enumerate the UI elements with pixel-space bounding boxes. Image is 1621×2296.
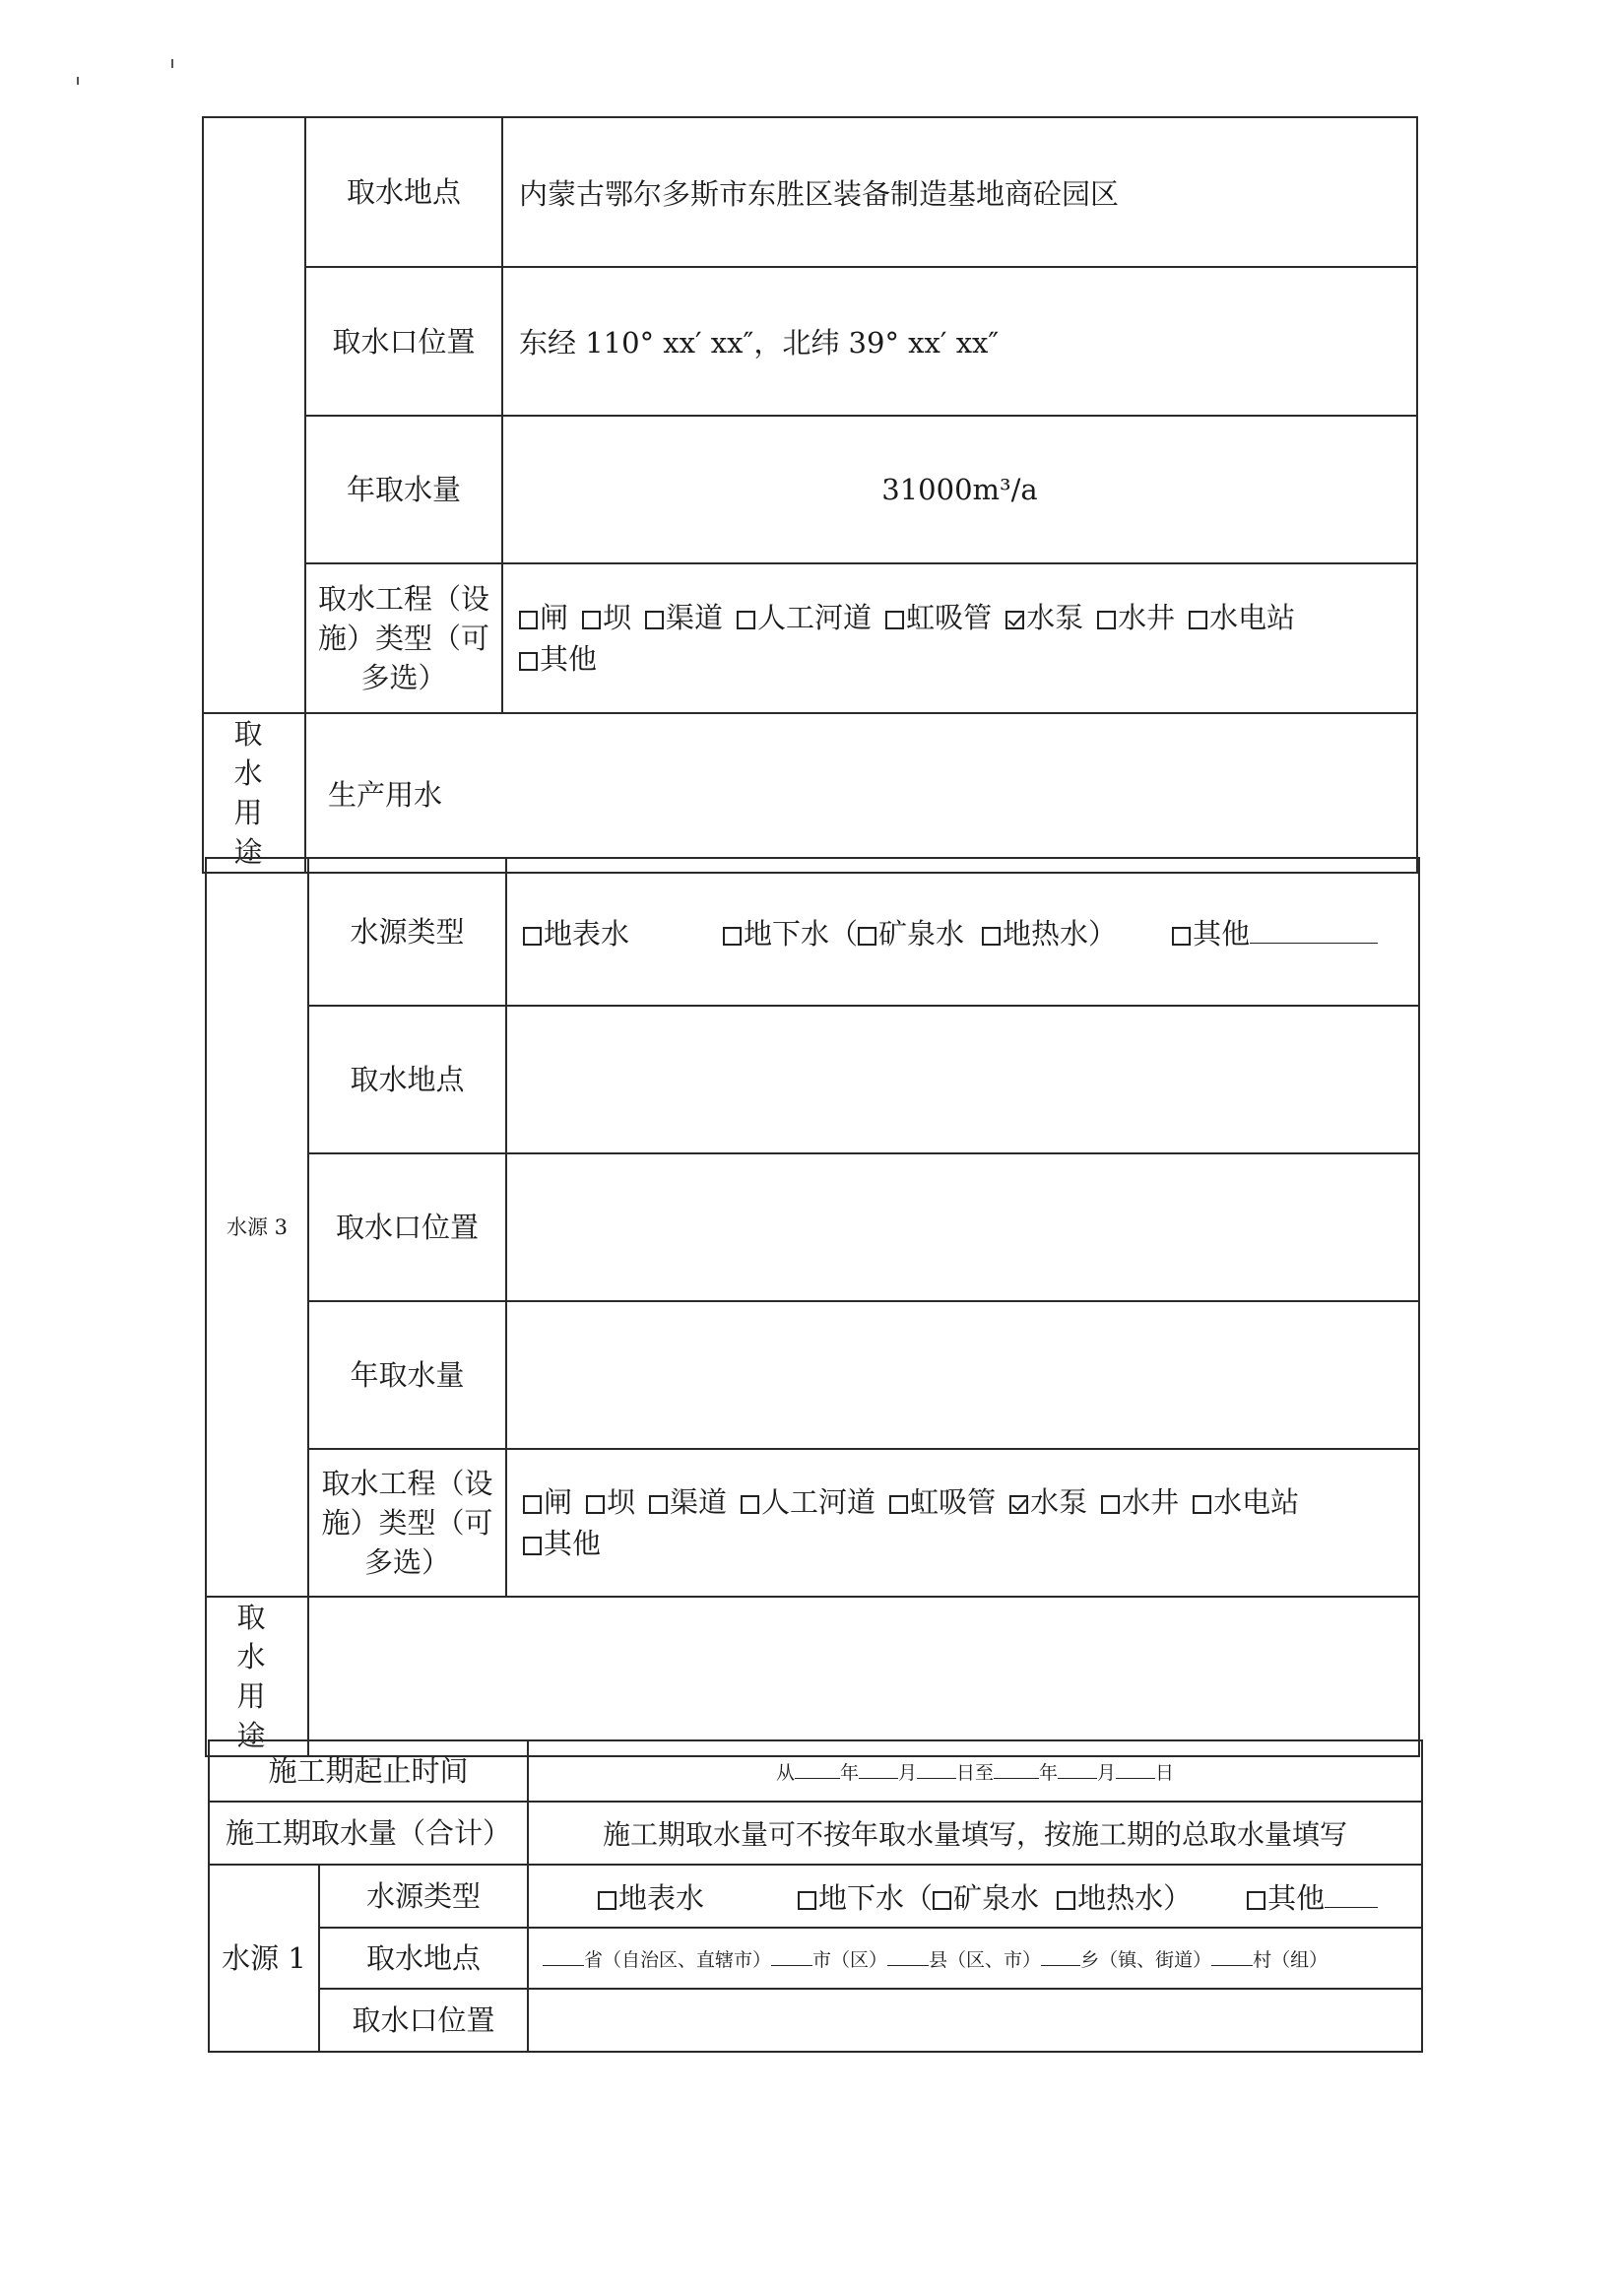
checkbox-icon[interactable] xyxy=(1101,1495,1120,1514)
table-row xyxy=(209,1740,1422,1802)
project-option[interactable] xyxy=(889,1485,996,1519)
location-label: 取水地点 xyxy=(305,117,502,267)
source-type-option[interactable] xyxy=(858,917,964,951)
source-type-option-label: 地下水（ xyxy=(744,916,859,951)
checkbox-icon[interactable] xyxy=(885,611,904,629)
intake-label: 取水口位置 xyxy=(319,1989,528,2052)
project-option-label: 人工河道 xyxy=(761,1485,876,1519)
checkbox-icon[interactable] xyxy=(737,611,755,629)
source-type-option-label: 地热水） xyxy=(1003,916,1118,951)
project-option[interactable] xyxy=(523,1485,572,1519)
location-part-label: 省（自治区、直辖市） xyxy=(584,1948,772,1971)
table-row xyxy=(209,1802,1422,1865)
location-value[interactable]: 内蒙古鄂尔多斯市东胜区装备制造基地商砼园区 xyxy=(502,117,1417,267)
source-type-option[interactable] xyxy=(1247,1881,1378,1915)
source-type-label: 水源类型 xyxy=(319,1865,528,1928)
source-1-group-label: 水源 1 xyxy=(209,1865,319,2052)
checkbox-icon[interactable] xyxy=(582,611,601,629)
source-type-option-label: 其他 xyxy=(1267,1880,1326,1915)
project-option-label: 坝 xyxy=(607,1485,636,1519)
project-option-label: 其他 xyxy=(544,1527,602,1560)
project-option[interactable] xyxy=(519,642,597,676)
source-type-option[interactable] xyxy=(523,917,629,951)
source-type-option-label: 地表水 xyxy=(618,1880,705,1915)
project-option-label: 水电站 xyxy=(1213,1485,1300,1519)
table-row xyxy=(206,1006,1419,1153)
project-option[interactable] xyxy=(586,1485,635,1519)
project-option[interactable] xyxy=(1097,601,1175,634)
project-option-label: 水井 xyxy=(1118,601,1176,634)
project-option[interactable] xyxy=(1189,601,1295,634)
checkbox-icon[interactable] xyxy=(1097,611,1116,629)
checkbox-icon[interactable] xyxy=(982,927,1001,946)
checkbox-icon[interactable] xyxy=(889,1495,908,1514)
location-part-label: 乡（镇、街道） xyxy=(1080,1948,1212,1971)
fill-blank[interactable] xyxy=(543,1965,584,1966)
source-type-option-label: 其他 xyxy=(1193,916,1251,951)
table-row xyxy=(203,713,1417,873)
fill-blank[interactable] xyxy=(1211,1965,1253,1966)
use-value[interactable] xyxy=(308,1597,1419,1756)
checkbox-icon[interactable] xyxy=(1193,1495,1211,1514)
project-option[interactable] xyxy=(582,601,631,634)
intake-label: 取水口位置 xyxy=(308,1153,506,1301)
table-row xyxy=(203,416,1417,563)
source-type-option[interactable] xyxy=(933,1881,1039,1915)
construction-period-value: 从 年 月 日至 年 月 日 xyxy=(528,1740,1422,1802)
source-type-option-label: 地热水） xyxy=(1077,1880,1193,1915)
construction-volume-value: 施工期取水量可不按年取水量填写，按施工期的总取水量填写 xyxy=(528,1802,1422,1865)
checkbox-icon[interactable] xyxy=(519,611,538,629)
use-label: 取水用途 xyxy=(203,713,305,873)
water-source-3-table xyxy=(205,857,1420,1757)
location-label: 取水地点 xyxy=(308,1006,506,1153)
project-option[interactable] xyxy=(737,601,872,634)
table-row xyxy=(206,1301,1419,1449)
source-type-option-label: 地表水 xyxy=(544,916,630,951)
location-label: 取水地点 xyxy=(319,1928,528,1989)
table-row xyxy=(206,1449,1419,1597)
table-row xyxy=(203,117,1417,267)
intake-value[interactable]: 东经 110° xx′ xx″，北纬 39° xx′ xx″ xyxy=(502,267,1417,416)
intake-value[interactable] xyxy=(506,1153,1419,1301)
checkbox-icon[interactable] xyxy=(598,1891,616,1910)
source-type-option-label: 矿泉水 xyxy=(953,1880,1040,1915)
intake-value[interactable] xyxy=(528,1989,1422,2052)
project-option[interactable] xyxy=(1193,1485,1299,1519)
checked-checkbox-icon[interactable] xyxy=(1005,611,1024,629)
project-type-options xyxy=(502,563,1417,713)
project-option-label: 水泵 xyxy=(1026,601,1084,634)
checkbox-icon[interactable] xyxy=(1247,1891,1265,1910)
source-type-option[interactable] xyxy=(723,917,858,951)
project-option[interactable] xyxy=(523,1527,601,1560)
checkbox-icon[interactable] xyxy=(523,927,542,946)
checkbox-icon[interactable] xyxy=(649,1495,668,1514)
project-type-label: 取水工程（设施）类型（可多选） xyxy=(305,563,502,713)
source-type-options xyxy=(506,858,1419,1006)
checkbox-icon[interactable] xyxy=(1189,611,1207,629)
project-option-label: 水井 xyxy=(1122,1485,1180,1519)
water-source-table-upper xyxy=(202,116,1418,874)
checkbox-icon[interactable] xyxy=(798,1891,816,1910)
fill-blank[interactable] xyxy=(771,1965,812,1966)
project-option-label: 水电站 xyxy=(1209,601,1296,634)
source-type-option[interactable] xyxy=(1057,1881,1192,1915)
source-type-option[interactable] xyxy=(598,1881,704,1915)
annual-volume-label: 年取水量 xyxy=(308,1301,506,1449)
checkbox-icon[interactable] xyxy=(933,1891,951,1910)
checked-checkbox-icon[interactable] xyxy=(1009,1495,1028,1514)
group-cell-empty xyxy=(203,117,305,713)
project-option[interactable] xyxy=(1009,1485,1087,1519)
project-type-options xyxy=(506,1449,1419,1597)
table-row xyxy=(209,1928,1422,1989)
table-row xyxy=(203,267,1417,416)
use-label: 取水用途 xyxy=(206,1597,308,1756)
use-value[interactable]: 生产用水 xyxy=(305,713,1417,873)
table-row xyxy=(203,563,1417,713)
project-option[interactable] xyxy=(649,1485,727,1519)
checkbox-icon[interactable] xyxy=(519,652,538,671)
source-type-option-label: 地下水（ xyxy=(818,1880,934,1915)
checkbox-icon[interactable] xyxy=(523,1495,542,1514)
table-row xyxy=(206,1153,1419,1301)
annual-volume-label: 年取水量 xyxy=(305,416,502,563)
location-part-label: 县（区、市） xyxy=(929,1948,1042,1971)
project-option-label: 其他 xyxy=(540,642,598,676)
annual-volume-value[interactable] xyxy=(506,1301,1419,1449)
checkbox-icon[interactable] xyxy=(1172,927,1191,946)
source-3-group-label: 水源 3 xyxy=(206,858,308,1597)
project-option[interactable] xyxy=(645,601,723,634)
project-option[interactable] xyxy=(1005,601,1083,634)
project-option-label: 虹吸管 xyxy=(910,1485,997,1519)
project-option-label: 闸 xyxy=(540,601,569,634)
checkbox-icon[interactable] xyxy=(1057,1891,1075,1910)
checkbox-icon[interactable] xyxy=(741,1495,759,1514)
checkbox-icon[interactable] xyxy=(645,611,664,629)
fill-blank[interactable] xyxy=(1041,1965,1080,1966)
table-row xyxy=(209,1989,1422,2052)
table-row xyxy=(206,858,1419,1006)
project-option-label: 人工河道 xyxy=(757,601,873,634)
checkbox-icon[interactable] xyxy=(523,1537,542,1555)
source-type-label: 水源类型 xyxy=(308,858,506,1006)
project-option-label: 水泵 xyxy=(1030,1485,1088,1519)
construction-period-table xyxy=(208,1739,1423,2053)
checkbox-icon[interactable] xyxy=(858,927,876,946)
construction-volume-label: 施工期取水量（合计） xyxy=(209,1802,528,1865)
annual-volume-value[interactable]: 31000m³/a xyxy=(502,416,1417,563)
intake-label: 取水口位置 xyxy=(305,267,502,416)
location-fill-line xyxy=(528,1928,1422,1989)
project-option[interactable] xyxy=(519,601,568,634)
project-option-label: 闸 xyxy=(544,1485,573,1519)
fill-blank[interactable] xyxy=(887,1965,929,1966)
project-type-label: 取水工程（设施）类型（可多选） xyxy=(308,1449,506,1597)
table-row xyxy=(206,1597,1419,1756)
source-type-option[interactable] xyxy=(982,917,1117,951)
project-option-label: 渠道 xyxy=(670,1485,728,1519)
construction-period-label: 施工期起止时间 xyxy=(209,1740,528,1802)
location-value[interactable] xyxy=(506,1006,1419,1153)
project-option[interactable] xyxy=(741,1485,875,1519)
table-row xyxy=(209,1865,1422,1928)
source-type-option[interactable] xyxy=(1172,917,1378,951)
source-type-options xyxy=(528,1865,1422,1928)
project-option[interactable] xyxy=(1101,1485,1179,1519)
location-part-label: 村（组） xyxy=(1253,1948,1329,1971)
checkbox-icon[interactable] xyxy=(723,927,742,946)
location-part-label: 市（区） xyxy=(812,1948,888,1971)
source-type-option[interactable] xyxy=(798,1881,933,1915)
source-type-option-label: 矿泉水 xyxy=(878,916,965,951)
project-option-label: 渠道 xyxy=(666,601,724,634)
project-option-label: 虹吸管 xyxy=(906,601,993,634)
scan-speck xyxy=(171,59,173,68)
scan-speck xyxy=(77,77,79,85)
checkbox-icon[interactable] xyxy=(586,1495,605,1514)
project-option-label: 坝 xyxy=(603,601,632,634)
project-option[interactable] xyxy=(885,601,992,634)
